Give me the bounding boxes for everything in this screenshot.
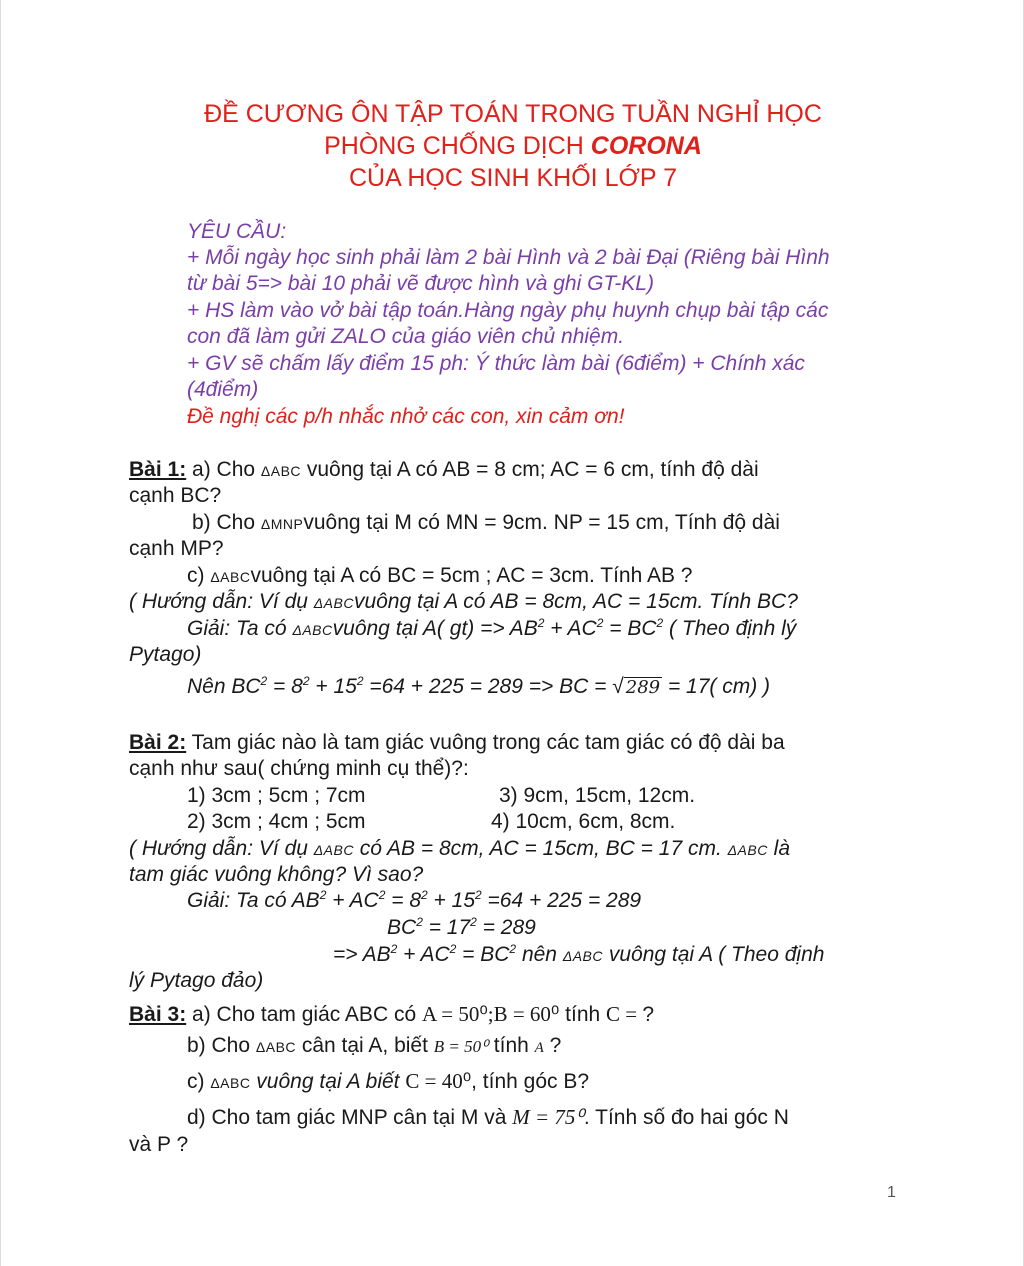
math-expression: A = 50⁰;B = 60⁰	[421, 1002, 560, 1026]
text: + 15	[427, 889, 475, 912]
triangle-symbol: ΔABC	[292, 622, 333, 638]
bai1-line-a	[129, 458, 759, 482]
triangle-symbol: ΔABC	[562, 948, 604, 964]
text: BC	[387, 916, 417, 939]
sqrt-symbol: √	[612, 675, 624, 698]
text: = 17	[422, 916, 471, 939]
text: vuông tại A có AB = 8cm, AC = 15cm. Tính BC?	[353, 590, 798, 613]
text: ( Hướng dẫn: Ví dụ	[129, 590, 314, 613]
bai1-line-b2: cạnh MP?	[129, 537, 224, 560]
exponent: 2	[390, 942, 398, 956]
text: . Tính số đo hai góc N	[583, 1106, 789, 1129]
requirements-closing: Đề nghị các p/h nhắc nhở các con, xin cảm ơn!	[187, 405, 625, 428]
bai2-label: Bài 2:	[129, 731, 187, 754]
bai1-solution	[187, 617, 796, 641]
exponent: 2	[356, 674, 364, 688]
math-expression: B = 50⁰	[433, 1037, 488, 1056]
exponent: 2	[596, 616, 604, 630]
text: + 15	[309, 675, 357, 698]
text: vuông tại M có MN = 9cm. NP = 15 cm, Tính độ dài	[303, 511, 780, 534]
exponent: 2	[260, 674, 268, 688]
text: Nên BC	[187, 675, 261, 698]
text: c)	[187, 564, 211, 587]
bai2-option-1: 1) 3cm ; 5cm ; 7cm	[187, 784, 366, 807]
text: vuông tại A ( Theo định	[603, 943, 825, 966]
bai3-label: Bài 3:	[129, 1003, 187, 1026]
bai3-line-d	[187, 1105, 789, 1130]
triangle-symbol: ΔABC	[313, 595, 354, 611]
bai3-line-c	[187, 1069, 589, 1094]
bai2-option-3: 3) 9cm, 15cm, 12cm.	[499, 784, 696, 807]
text: vuông tại A có BC = 5cm ; AC = 3cm. Tính AB ?	[250, 564, 693, 587]
bai2-solution-2	[387, 916, 536, 940]
bai1-line-a2: cạnh BC?	[129, 484, 222, 507]
text: có AB = 8cm, AC = 15cm, BC = 17 cm.	[353, 837, 728, 860]
requirements-heading: YÊU CẦU:	[187, 220, 287, 243]
triangle-symbol: ΔABC	[255, 1039, 297, 1055]
triangle-symbol: ΔABC	[210, 569, 251, 585]
requirement-line: con đã làm gửi ZALO của giáo viên chủ nhiệm.	[187, 325, 625, 348]
bai2-line-1	[129, 731, 785, 755]
bai1-line-c	[187, 564, 692, 588]
text: Giải: Ta có	[187, 617, 293, 640]
text: + AC	[544, 617, 597, 640]
text: ( Hướng dẫn: Ví dụ	[129, 837, 314, 860]
math-expression: M = 75⁰	[512, 1105, 584, 1129]
text: => AB	[333, 943, 391, 966]
title-corona: CORONA	[590, 132, 702, 160]
bai2-solution-1	[187, 889, 641, 913]
triangle-symbol: ΔMNP	[260, 516, 304, 532]
bai2-hint-2: tam giác vuông không? Vì sao?	[129, 863, 424, 886]
requirement-line: + Mỗi ngày học sinh phải làm 2 bài Hình và 2 bài Đại (Riêng bài Hình	[187, 246, 830, 269]
exponent: 2	[475, 888, 482, 902]
bai3-line-a	[129, 1002, 654, 1027]
text: là	[767, 837, 790, 860]
text: a) Cho tam giác ABC có	[186, 1003, 422, 1026]
text: tính	[487, 1034, 535, 1057]
title-line-3: CỦA HỌC SINH KHỐI LỚP 7	[348, 164, 677, 192]
bai2-hint	[129, 837, 790, 861]
math-expression: C =	[606, 1002, 643, 1026]
text: = BC	[456, 943, 510, 966]
title-line-2	[1, 130, 1024, 162]
exponent: 2	[537, 616, 545, 630]
text: a) Cho	[186, 458, 261, 481]
exponent: 2	[416, 915, 423, 929]
exponent: 2	[319, 888, 327, 902]
text: =64 + 225 = 289 => BC =	[363, 675, 613, 698]
text: = 8	[267, 675, 303, 698]
bai2-option-4: 4) 10cm, 6cm, 8cm.	[491, 810, 676, 833]
text: ?	[543, 1034, 562, 1057]
triangle-symbol: ΔABC	[210, 1075, 251, 1091]
text: b) Cho	[192, 511, 261, 534]
text: = BC	[603, 617, 657, 640]
text: vuông tại A( gt) => AB	[332, 617, 538, 640]
page-number: 1	[887, 1184, 896, 1201]
bai1-solution-2: Pytago)	[129, 643, 202, 666]
title-line-2-text: PHÒNG CHỐNG DỊCH	[324, 132, 584, 160]
text: + AC	[326, 889, 379, 912]
text: nên	[516, 943, 563, 966]
bai1-result	[187, 675, 770, 699]
exponent: 2	[421, 888, 428, 902]
exponent: 2	[302, 674, 310, 688]
exponent: 2	[378, 888, 386, 902]
bai1-label: Bài 1:	[129, 458, 187, 481]
text: cân tại A, biết	[296, 1034, 434, 1057]
text: = 8	[385, 889, 422, 912]
exponent: 2	[470, 915, 477, 929]
text: Tam giác nào là tam giác vuông trong các tam giác có độ dài ba	[186, 731, 785, 754]
bai3-line-b	[187, 1034, 561, 1058]
text: = 17( cm) )	[662, 675, 771, 698]
bai2-solution-3	[333, 943, 824, 967]
requirement-line: + GV sẽ chấm lấy điểm 15 ph: Ý thức làm bài (6điểm) + Chính xác	[187, 352, 805, 375]
triangle-symbol: ΔABC	[727, 842, 768, 858]
title-line-1: ĐỀ CƯƠNG ÔN TẬP TOÁN TRONG TUẦN NGHỈ HỌC	[204, 100, 822, 128]
exponent: 2	[449, 942, 457, 956]
text: , tính góc B?	[471, 1070, 590, 1093]
requirement-line: từ bài 5=> bài 10 phải vẽ được hình và ghi GT-KL)	[187, 272, 654, 295]
text: = 289	[476, 916, 536, 939]
sqrt-value: 289	[625, 677, 661, 698]
text: ( Theo định lý	[663, 617, 797, 640]
bai3-line-d2: và P ?	[129, 1133, 189, 1156]
text: c)	[187, 1070, 211, 1093]
text: Giải: Ta có AB	[187, 889, 320, 912]
requirement-line: + HS làm vào vở bài tập toán.Hàng ngày phụ huynh chụp bài tập các	[187, 299, 829, 322]
bai2-solution-4: lý Pytago đảo)	[129, 969, 264, 992]
triangle-symbol: ΔABC	[260, 463, 302, 479]
bai2-option-2: 2) 3cm ; 4cm ; 5cm	[187, 810, 366, 833]
text: + AC	[397, 943, 450, 966]
text: vuông tại A biết	[250, 1070, 406, 1093]
exponent: 2	[509, 942, 517, 956]
text: =64 + 225 = 289	[481, 889, 642, 912]
bai1-line-b	[192, 511, 780, 535]
requirement-line: (4điểm)	[187, 378, 259, 401]
math-expression: A	[534, 1040, 544, 1056]
text: d) Cho tam giác MNP cân tại M và	[187, 1106, 513, 1129]
bai2-line-2: cạnh như sau( chứng minh cụ thể)?:	[129, 757, 469, 780]
text: ?	[642, 1003, 655, 1026]
triangle-symbol: ΔABC	[313, 842, 354, 858]
math-expression: C = 40⁰	[405, 1069, 472, 1093]
text: b) Cho	[187, 1034, 256, 1057]
exponent: 2	[656, 616, 664, 630]
text: tính	[559, 1003, 607, 1026]
bai1-hint	[129, 590, 798, 614]
text: vuông tại A có AB = 8 cm; AC = 6 cm, tính độ dài	[301, 458, 759, 481]
